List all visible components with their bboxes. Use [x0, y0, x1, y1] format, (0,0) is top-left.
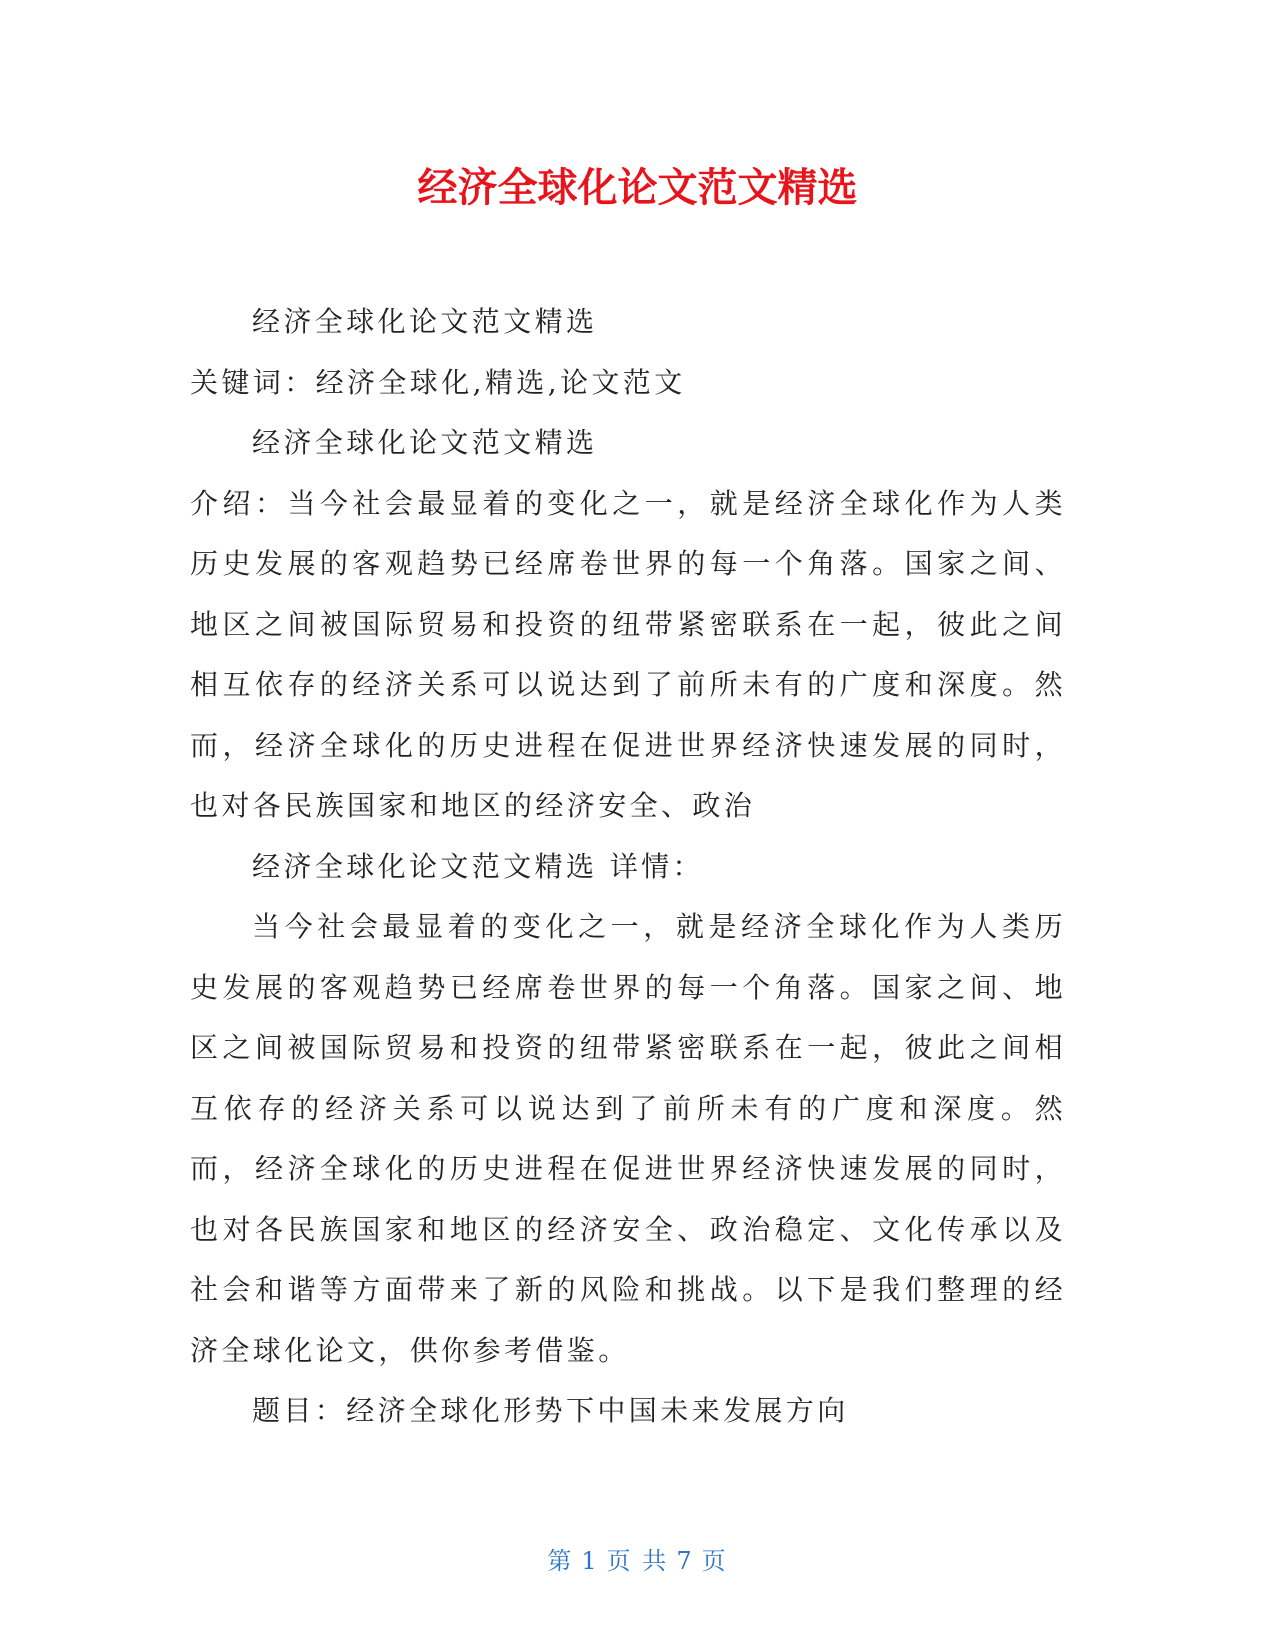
footer-middle: 页 共: [606, 1547, 669, 1575]
paragraph-details-heading: 经济全球化论文范文精选 详情：: [252, 849, 704, 883]
paragraph-introduction: 介绍：当今社会最显着的变化之一，就是经济全球化作为人类历史发展的客观趋势已经席卷世界的每一个角落。国家之间、地区之间被国际贸易和投资的纽带紧密联系在一起，彼此之间相互依存的经济关系可以说达到了前所未有的广度和深度。然而，经济全球化的历史进程在促进世界经济快速发展的同时，也对各民族国家和地区的经济安全、政治: [190, 486, 1066, 822]
paragraph-keywords: 关键词：经济全球化,精选,论文范文: [190, 365, 686, 399]
footer-current-page: 1: [581, 1547, 599, 1575]
paragraph-topic: 题目：经济全球化形势下中国未来发展方向: [252, 1394, 849, 1427]
page-number-footer: [0, 1546, 1275, 1576]
paragraph-main-text: 当今社会最显着的变化之一，就是经济全球化作为人类历史发展的客观趋势已经席卷世界的每一个角落。国家之间、地区之间被国际贸易和投资的纽带紧密联系在一起，彼此之间相互依存的经济关系可以说达到了前所未有的广度和深度。然而，经济全球化的历史进程在促进世界经济快速发展的同时，也对各民族国家和地区的经济安全、政治稳定、文化传承以及社会和谐等方面带来了新的风险和挑战。以下是我们整理的经济全球化论文，供你参考借鉴。: [190, 910, 1066, 1367]
footer-prefix: 第: [547, 1547, 574, 1575]
document-title: 经济全球化论文范文精选: [417, 165, 858, 211]
footer-total-pages: 7: [676, 1547, 694, 1575]
footer-suffix: 页: [701, 1547, 728, 1575]
document-body: [190, 292, 1066, 1442]
paragraph-subtitle-repeat: 经济全球化论文范文精选: [252, 426, 598, 459]
paragraph-subtitle: 经济全球化论文范文精选: [252, 305, 598, 338]
